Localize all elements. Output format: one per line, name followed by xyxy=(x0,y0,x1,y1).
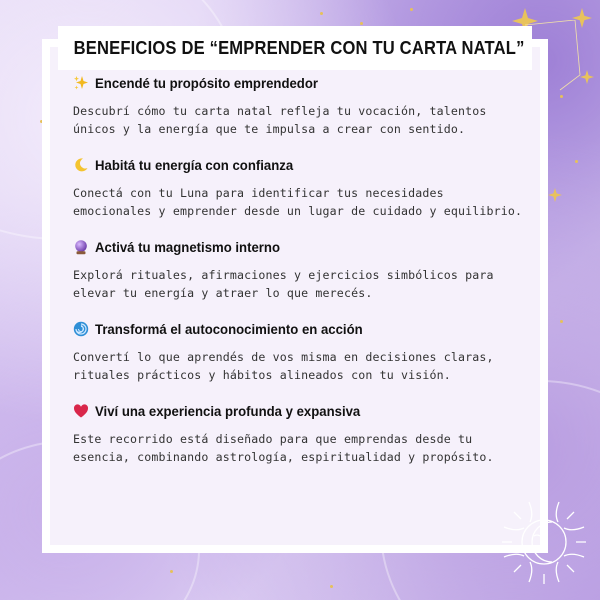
item-header xyxy=(73,402,523,420)
item-body: Conectá con tu Luna para identificar tus necesidades emocionales y emprender desde un lugar de cuidado y equilibrio. xyxy=(73,186,523,218)
item-body: Descubrí cómo tu carta natal refleja tu vocación, talentos únicos y la energía que te impulsa a crear con sentido. xyxy=(73,104,487,136)
gold-speck xyxy=(320,12,323,15)
cyclone-icon xyxy=(73,321,89,337)
page-title: BENEFICIOS DE “EMPRENDER CON TU CARTA NATAL” xyxy=(73,37,525,58)
item-header xyxy=(73,74,523,92)
gold-speck xyxy=(560,320,563,323)
gold-speck xyxy=(360,22,363,25)
star-icon xyxy=(548,188,562,202)
benefits-list xyxy=(73,74,523,484)
sparkles-icon xyxy=(73,75,89,91)
item-title: Transformá el autoconocimiento en acción xyxy=(95,321,363,337)
list-item xyxy=(73,238,523,302)
item-title: Activá tu magnetismo interno xyxy=(95,239,281,255)
crescent-moon-icon xyxy=(73,157,89,173)
list-item xyxy=(73,156,523,220)
item-header xyxy=(73,320,523,338)
item-header xyxy=(73,238,523,256)
sun-moon-icon xyxy=(494,492,594,592)
item-title: Viví una experiencia profunda y expansiva xyxy=(95,403,361,419)
item-title: Encendé tu propósito emprendedor xyxy=(95,75,319,91)
item-body: Este recorrido está diseñado para que emprendas desde tu esencia, combinando astrología, espiritualidad y propósito. xyxy=(73,432,494,464)
crystal-ball-icon xyxy=(73,239,89,255)
gold-speck xyxy=(330,585,333,588)
list-item xyxy=(73,320,523,384)
heart-icon xyxy=(73,403,89,419)
gold-speck xyxy=(410,8,413,11)
title-bar xyxy=(58,26,532,70)
gold-speck xyxy=(170,570,173,573)
item-body: Explorá rituales, afirmaciones y ejercicios simbólicos para elevar tu energía y atraer lo que merecés. xyxy=(73,268,494,300)
list-item xyxy=(73,402,523,466)
item-title: Habitá tu energía con confianza xyxy=(95,157,294,173)
item-header xyxy=(73,156,523,174)
gold-speck xyxy=(575,160,578,163)
item-body: Convertí lo que aprendés de vos misma en decisiones claras, rituales prácticos y hábitos alineados con tu visión. xyxy=(73,350,494,382)
gold-speck xyxy=(40,120,43,123)
list-item xyxy=(73,74,523,138)
